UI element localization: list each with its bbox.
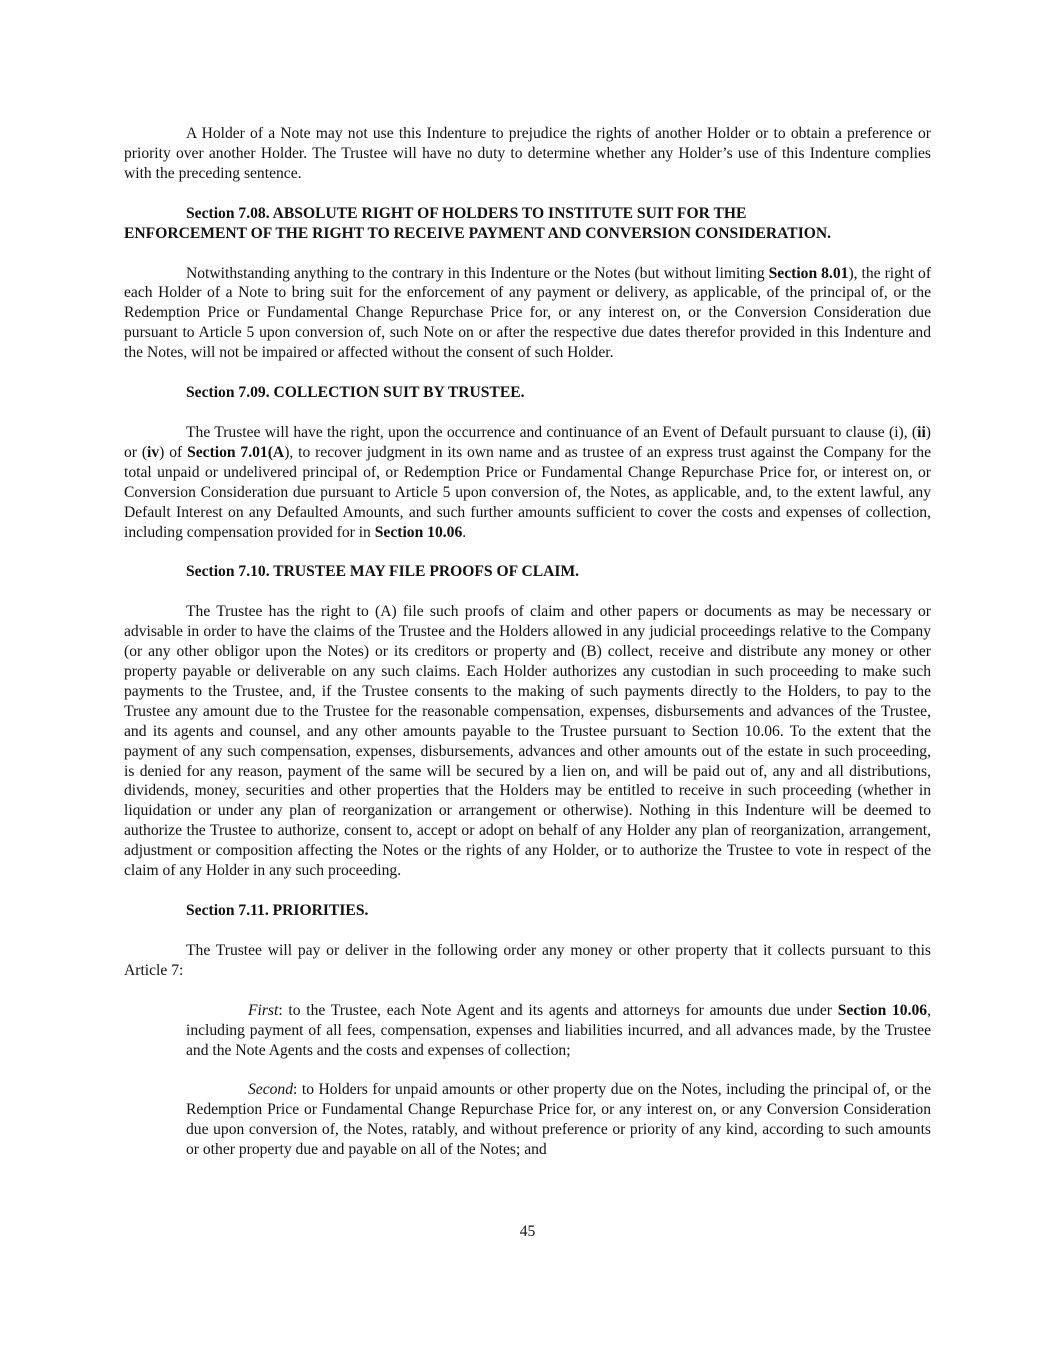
priority-label: First	[248, 1001, 279, 1019]
section-ref: Section 7.01	[187, 443, 268, 461]
section-7-10-heading: Section 7.10. TRUSTEE MAY FILE PROOFS OF CLAIM.	[186, 563, 580, 581]
section-7-09-body: The Trustee will have the right, upon the occurrence and continuance of an Event of Default pursuant to clause (i), (ii) or (iv) of Section 7.01(A), to recover judgment in its own name and as trustee of an express trust against the Company for the total unpaid or undelivered principal of, or Redemption Price or Fundamental Change Repurchase Price for, or interest on, or Conversion Consideration due pursuant to Article 5 upon conversion of, the Notes, as applicable, and, to the extent lawful, any Default Interest on any Defaulted Amounts, and such further amounts sufficient to cover the costs and expenses of collection, including compensation provided for in Section 10.06.	[124, 423, 931, 541]
priority-first: First: to the Trustee, each Note Agent and its agents and attorneys for amounts due under Section 10.06, including payment of all fees, compensation, expenses and liabilities incurred, and all advances made, by the Trustee and the Note Agents and the costs and expenses of collection;	[186, 1001, 931, 1059]
section-7-11-intro: The Trustee will pay or deliver in the following order any money or other property that it collects pursuant to this Article 7:	[124, 941, 931, 979]
paragraph-holder-use: A Holder of a Note may not use this Indenture to prejudice the rights of another Holder or to obtain a preference or priority over another Holder. The Trustee will have no duty to determine whether any Holder’s use of this Indenture complies with the preceding sentence.	[124, 125, 931, 182]
page-number: 45	[519, 1223, 536, 1240]
section-ref: Section 10.06	[837, 1001, 928, 1019]
section-7-10-body: The Trustee has the right to (A) file such proofs of claim and other papers or documents as may be necessary or advisable in order to have the claims of the Trustee and the Holders allowed in any judicial proceedings relative to the Company (or any other obligor upon the Notes) or its creditors or property and (B) collect, receive and distribute any money or other property payable or deliverable on any such claims. Each Holder authorizes any custodian in such proceeding to make such payments to the Trustee, and, if the Trustee consents to the making of such payments directly to the Holders, to pay to the Trustee any amount due to the Trustee for the reasonable compensation, expenses, disbursements and advances of the Trustee, and its agents and counsel, and any other amounts payable to the Trustee pursuant to Section 10.06. To the extent that the payment of any such compensation, expenses, disbursements, advances and other amounts out of the estate in such proceeding, is denied for any reason, payment of the same will be secured by a lien on, and will be paid out of, any and all distributions, dividends, money, securities and other properties that the Holders may be entitled to receive in such proceeding (whether in liquidation or under any plan of reorganization or arrangement or otherwise). Nothing in this Indenture will be deemed to authorize the Trustee to authorize, consent to, accept or adopt on behalf of any Holder any plan of reorganization, arrangement, adjustment or composition affecting the Notes or the rights of any Holder, or to authorize the Trustee to vote in respect of the claim of any Holder in any such proceeding.	[124, 603, 931, 880]
section-7-09-heading: Section 7.09. COLLECTION SUIT BY TRUSTEE.	[186, 384, 525, 402]
section-7-08-heading	[124, 204, 931, 244]
document-page	[124, 124, 931, 1160]
section-7-11-heading: Section 7.11. PRIORITIES.	[186, 902, 369, 919]
section-7-08-heading-line1: Section 7.08. ABSOLUTE RIGHT OF HOLDERS TO INSTITUTE SUIT FOR THE	[186, 204, 747, 222]
priority-second: Second: to Holders for unpaid amounts or other property due on the Notes, including the principal of, or the Redemption Price or Fundamental Change Repurchase Price for, or any interest on, or any Conversion Consideration due upon conversion of, the Notes, ratably, and without preference or priority of any kind, according to such amounts or other property due and payable on all of the Notes; and	[186, 1081, 931, 1159]
priority-label: Second	[248, 1081, 294, 1099]
section-ref: Section 8.01	[768, 264, 849, 282]
section-7-08-heading-line2: ENFORCEMENT OF THE RIGHT TO RECEIVE PAYMENT AND CONVERSION CONSIDERATION.	[124, 224, 832, 242]
section-ref: Section 10.06	[374, 523, 463, 541]
section-7-08-body: Notwithstanding anything to the contrary in this Indenture or the Notes (but without limiting Section 8.01), the right of each Holder of a Note to bring suit for the enforcement of any payment or delivery, as applicable, of the principal of, or the Redemption Price or Fundamental Change Repurchase Price for, or any interest on, or the Conversion Consideration due pursuant to Article 5 upon conversion of, such Note on or after the respective due dates therefor provided in this Indenture and the Notes, will not be impaired or affected without the consent of such Holder.	[124, 264, 932, 362]
